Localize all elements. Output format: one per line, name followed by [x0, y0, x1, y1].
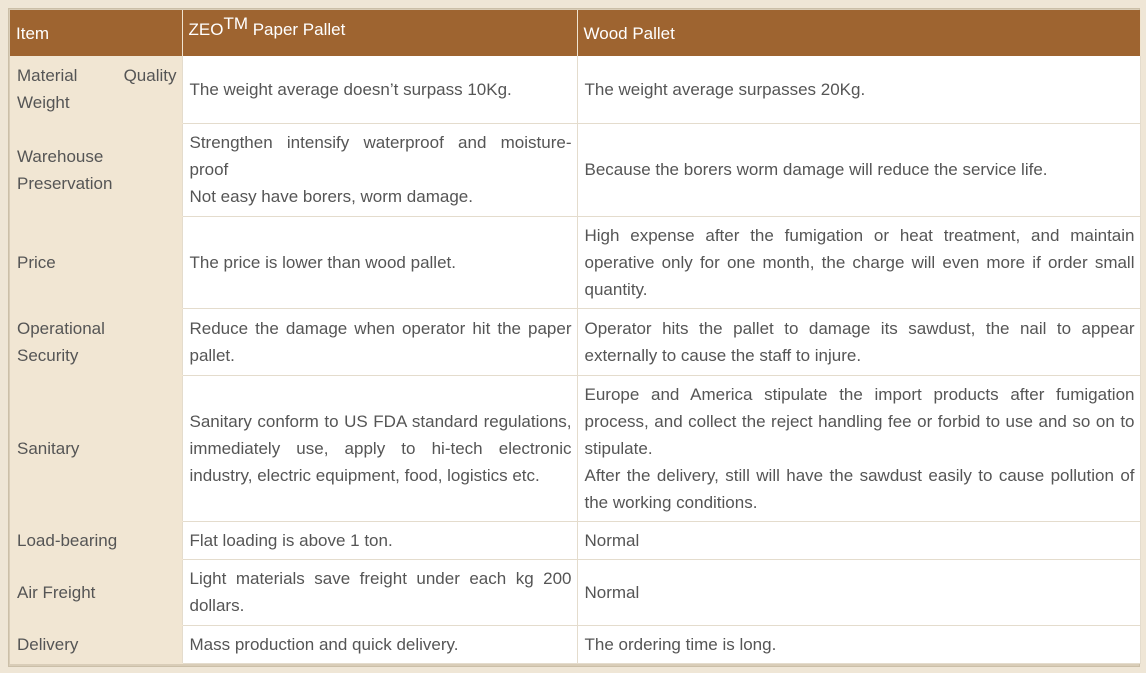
paper-pallet-cell: [182, 308, 577, 375]
cell-text: Normal: [584, 530, 640, 550]
row-item-label-line: Material Quality: [17, 66, 177, 86]
row-item-label: [10, 308, 182, 375]
cell-text: The ordering time is long.: [584, 634, 777, 654]
cell-text: The weight average doesn’t surpass 10Kg.: [189, 79, 512, 99]
row-item-label: [10, 559, 182, 625]
table-row: [10, 521, 1140, 559]
wood-pallet-cell: [577, 521, 1140, 559]
wood-pallet-cell: [577, 308, 1140, 375]
row-item-label-line: Warehouse: [17, 146, 104, 166]
cell-text: Because the borers worm damage will reduce the service life.: [584, 160, 1048, 179]
table-row: [10, 375, 1140, 521]
wood-pallet-cell: [577, 123, 1140, 216]
paper-pallet-cell: [182, 375, 577, 521]
row-item-label: [10, 56, 182, 123]
table-row: [10, 559, 1140, 625]
cell-text: Sanitary conform to US FDA standard regulations, immediately use, apply to hi-tech electronic industry, electric equipment, food, logistics etc.: [189, 411, 572, 485]
row-item-label-line: Security: [17, 345, 79, 365]
table-row: [10, 625, 1140, 663]
row-item-label-line: Preservation: [17, 173, 113, 193]
row-item-label: [10, 216, 182, 308]
cell-text: Normal: [584, 582, 640, 602]
cell-text: High expense after the fumigation or heat treatment, and maintain operative only for one month, the charge will even more if order small quantity.: [584, 225, 1135, 299]
header-paper-prefix: ZEO: [188, 20, 224, 39]
row-item-label: [10, 375, 182, 521]
cell-text: Operator hits the pallet to damage its sawdust, the nail to appear externally to cause the staff to injure.: [584, 318, 1135, 365]
paper-pallet-cell: [182, 216, 577, 308]
paper-pallet-cell: [182, 559, 577, 625]
wood-pallet-cell: [577, 56, 1140, 123]
cell-text: The price is lower than wood pallet.: [189, 252, 456, 272]
header-paper-suffix: Paper Pallet: [248, 20, 346, 39]
row-item-label-line: Air Freight: [17, 582, 96, 602]
cell-text: Reduce the damage when operator hit the paper pallet.: [189, 318, 572, 365]
paper-pallet-cell: [182, 521, 577, 559]
table-row: [10, 216, 1140, 308]
wood-pallet-cell: [577, 559, 1140, 625]
row-item-label-line: Delivery: [17, 634, 79, 654]
wood-pallet-cell: [577, 216, 1140, 308]
cell-text: Mass production and quick delivery.: [189, 634, 459, 654]
comparison-table: [10, 10, 1141, 664]
row-item-label-line: Sanitary: [17, 438, 80, 458]
header-row: [10, 10, 1140, 56]
paper-pallet-cell: [182, 625, 577, 663]
table-row: [10, 56, 1140, 123]
row-item-label-line: Weight: [17, 93, 70, 113]
cell-text: Strengthen intensify waterproof and moisture-proof: [189, 133, 572, 179]
cell-text: Light materials save freight under each kg 200 dollars.: [189, 569, 572, 615]
row-item-label: [10, 521, 182, 559]
table-row: [10, 308, 1140, 375]
wood-pallet-cell: [577, 625, 1140, 663]
row-item-label-line: Price: [17, 252, 56, 272]
wood-pallet-cell: [577, 375, 1140, 521]
row-item-label: [10, 123, 182, 216]
cell-text: The weight average surpasses 20Kg.: [584, 79, 866, 99]
row-item-label-line: Operational: [17, 318, 105, 338]
cell-text: After the delivery, still will have the sawdust easily to cause pollution of the working conditions.: [584, 465, 1135, 512]
row-item-label: [10, 625, 182, 663]
header-wood-pallet: Wood Pallet: [577, 10, 1140, 56]
header-paper-pallet: [182, 10, 577, 56]
table-row: [10, 123, 1140, 216]
paper-pallet-cell: [182, 123, 577, 216]
cell-text: Flat loading is above 1 ton.: [189, 530, 393, 550]
cell-text: Not easy have borers, worm damage.: [189, 187, 473, 206]
header-item: Item: [10, 10, 182, 56]
row-item-label-line: Load-bearing: [17, 530, 118, 550]
header-paper-trademark: TM: [223, 14, 248, 33]
cell-text: Europe and America stipulate the import products after fumigation process, and collect the reject handling fee or forbid to use and so on to stipulate.: [584, 384, 1135, 458]
paper-pallet-cell: [182, 56, 577, 123]
